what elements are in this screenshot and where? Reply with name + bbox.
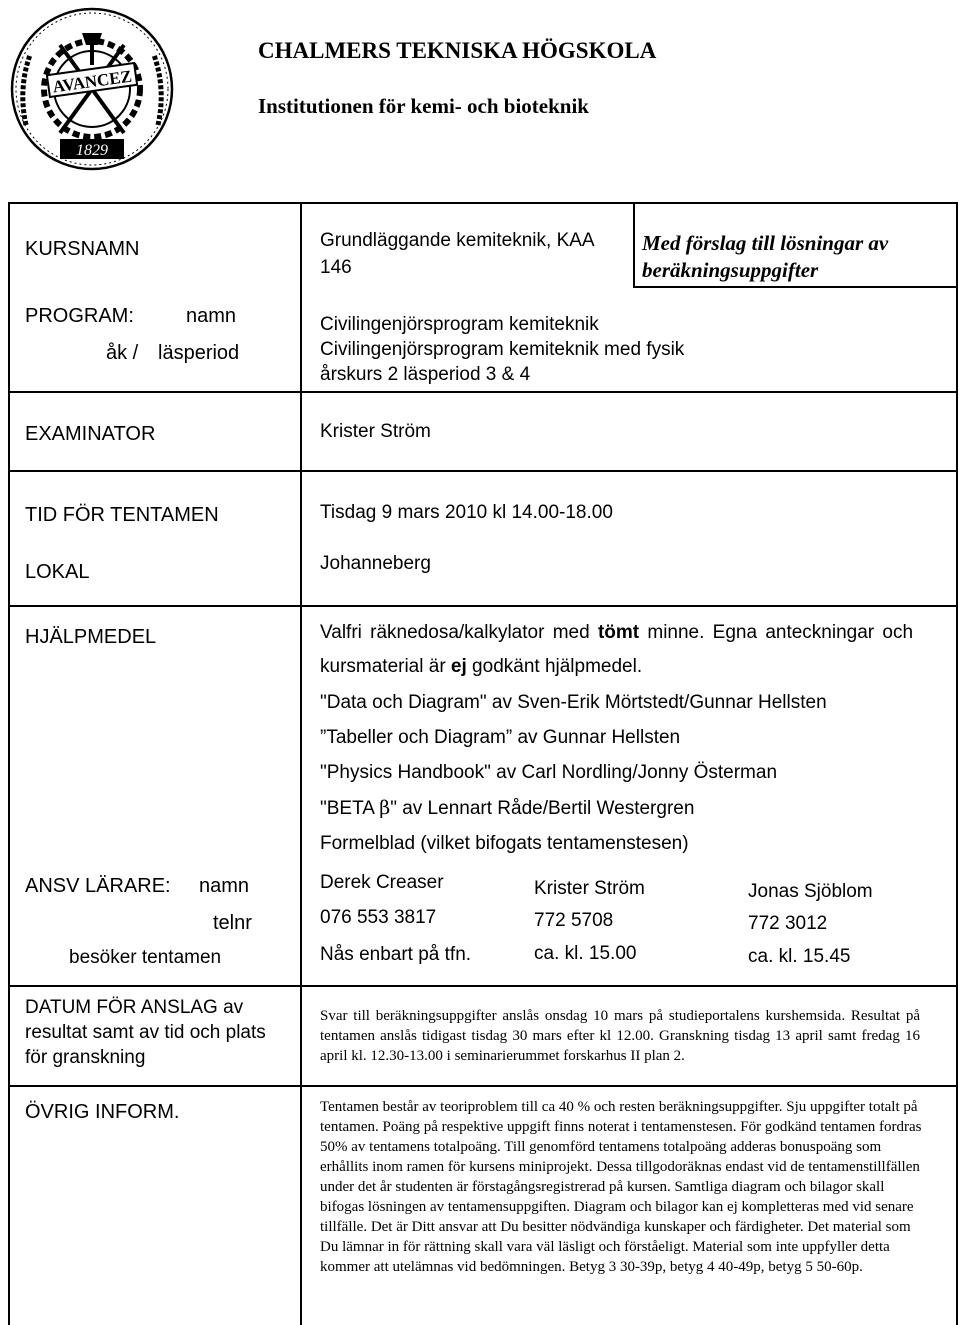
hjalpmedel-formelblad: Formelblad (vilket bifogats tentamenstesen) [320,833,689,854]
hjalpmedel-line-1b: minne. Egna anteckningar och [639,622,914,643]
kursnamn-value-line2: 146 [320,257,352,278]
examinator-label: EXAMINATOR [25,423,156,445]
hjalpmedel-line-1-bold: tömt [597,622,640,643]
note-box-bottom [633,286,958,288]
program-line-3: årskurs 2 läsperiod 3 & 4 [320,364,531,385]
datum-label-line3: för granskning [25,1047,146,1068]
program-label: PROGRAM: [25,305,134,327]
row-divider-5 [8,1085,958,1087]
kursnamn-value-line1: Grundläggande kemiteknik, KAA [320,230,595,251]
row-divider-4 [8,985,958,987]
beta-text-b: " av Lennart Råde/Bertil Westergren [390,798,695,819]
teacher-2-visit: ca. kl. 15.00 [534,943,637,964]
teacher-1-tel: 076 553 3817 [320,907,437,928]
program-label-namn: namn [186,305,237,327]
datum-label-line1: DATUM FÖR ANSLAG av [25,997,244,1018]
institution-name: CHALMERS TEKNISKA HÖGSKOLA [258,38,657,63]
program-label-ak: åk / [106,342,139,364]
program-line-1: Civilingenjörsprogram kemiteknik [320,314,599,335]
department-name: Institutionen för kemi- och bioteknik [258,94,589,118]
column-divider [300,202,302,1325]
hjalpmedel-line-2-bold: ej [450,656,467,677]
hjalpmedel-line-2b: godkänt hjälpmedel. [466,656,643,677]
hjalpmedel-line-1a: Valfri räknedosa/kalkylator med [320,622,598,643]
hjalpmedel-item-3: "Physics Handbook" av Carl Nordling/Jonny Österman [320,762,778,783]
chalmers-logo [8,5,176,173]
tid-label: TID FÖR TENTAMEN [25,504,219,526]
ansv-label: ANSV LÄRARE: [25,875,171,897]
hjalpmedel-item-1: "Data och Diagram" av Sven-Erik Mörtstedt/Gunnar Hellsten [320,692,827,713]
row-divider-1 [8,391,958,393]
row-divider-2 [8,470,958,472]
hjalpmedel-line-1 [320,622,913,644]
note-box-left [633,202,635,287]
tid-value: Tisdag 9 mars 2010 kl 14.00-18.00 [320,502,613,523]
lokal-label: LOKAL [25,561,90,583]
beta-symbol: β [379,797,391,819]
program-line-2: Civilingenjörsprogram kemiteknik med fysik [320,339,685,360]
hjalpmedel-line-2 [320,656,642,678]
logo-motto: AVANCEZ [51,66,133,97]
teacher-2-name: Krister Ström [534,878,645,899]
teacher-1-name: Derek Creaser [320,872,444,893]
ovrig-text: Tentamen består av teoriproblem till ca 40 % och resten beräkningsuppgifter. Sju uppgifter totalt på tentamen. Poäng på respektive uppgift finns noterat i tentamenstesen. För godkänd tentamen fordras 50% av tentamens totalpoäng. Till genomförd tentamens totalpoäng adderas bonuspoäng som erhållits inom ramen för kursens miniprojekt. Dessa tillgodoräknas endast vid de tentamenstillfällen under det år studenten är förstagångsregistrerad på kursen. Samtliga diagram och bilagor skall bifogas lösningen av tentamensuppgiften. Diagram och bilagor kan ej kompletteras med vid senare tillfälle. Det är Ditt ansvar att Du besitter nödvändiga kunskaper och färdigheter. Det material som Du lämnar in för rättning skall vara väl läsligt och förståeligt. Material som inte uppfyller detta kommer att utelämnas vid bedömningen. Betyg 3 30-39p, betyg 4 40-49p, betyg 5 50-60p. [320,1099,922,1275]
ansv-label-besoker: besöker tentamen [69,947,222,968]
kursnamn-label: KURSNAMN [25,238,140,260]
teacher-3-name: Jonas Sjöblom [748,881,873,902]
datum-text: Svar till beräkningsuppgifter anslås onsdag 10 mars på studieportalens kurshemsida. Resultat på tentamen anslås tidigast tisdag 30 mars efter kl 12.00. Granskning tisdag 13 april samt fredag 16 april kl. 12.30-13.00 i seminarierummet forskarhus II plan 2. [320,1008,920,1064]
ovrig-label: ÖVRIG INFORM. [25,1101,180,1123]
hjalpmedel-label: HJÄLPMEDEL [25,626,157,648]
beta-text-a: "BETA [320,798,380,819]
table-left-border [8,202,10,1325]
logo-year: 1829 [76,142,108,159]
lokal-value: Johanneberg [320,553,431,574]
hjalpmedel-item-2: ”Tabeller och Diagram” av Gunnar Hellsten [320,727,681,748]
examinator-value: Krister Ström [320,421,431,442]
table-top-border [8,202,958,204]
ansv-label-telnr: telnr [213,912,252,934]
table-right-border [956,202,958,1325]
hjalpmedel-line-2a: kursmaterial är [320,656,451,677]
teacher-3-tel: 772 3012 [748,913,828,934]
teacher-3-visit: ca. kl. 15.45 [748,946,851,967]
solutions-note-line1: Med förslag till lösningar av [642,231,889,255]
teacher-2-tel: 772 5708 [534,910,614,931]
program-label-lasperiod: läsperiod [158,342,240,364]
ansv-label-namn: namn [199,875,250,897]
datum-label-line2: resultat samt av tid och plats [25,1022,266,1043]
teacher-1-visit: Nås enbart på tfn. [320,944,472,965]
row-divider-3 [8,605,958,607]
solutions-note-line2: beräkningsuppgifter [642,258,819,282]
hjalpmedel-item-beta [320,797,694,820]
